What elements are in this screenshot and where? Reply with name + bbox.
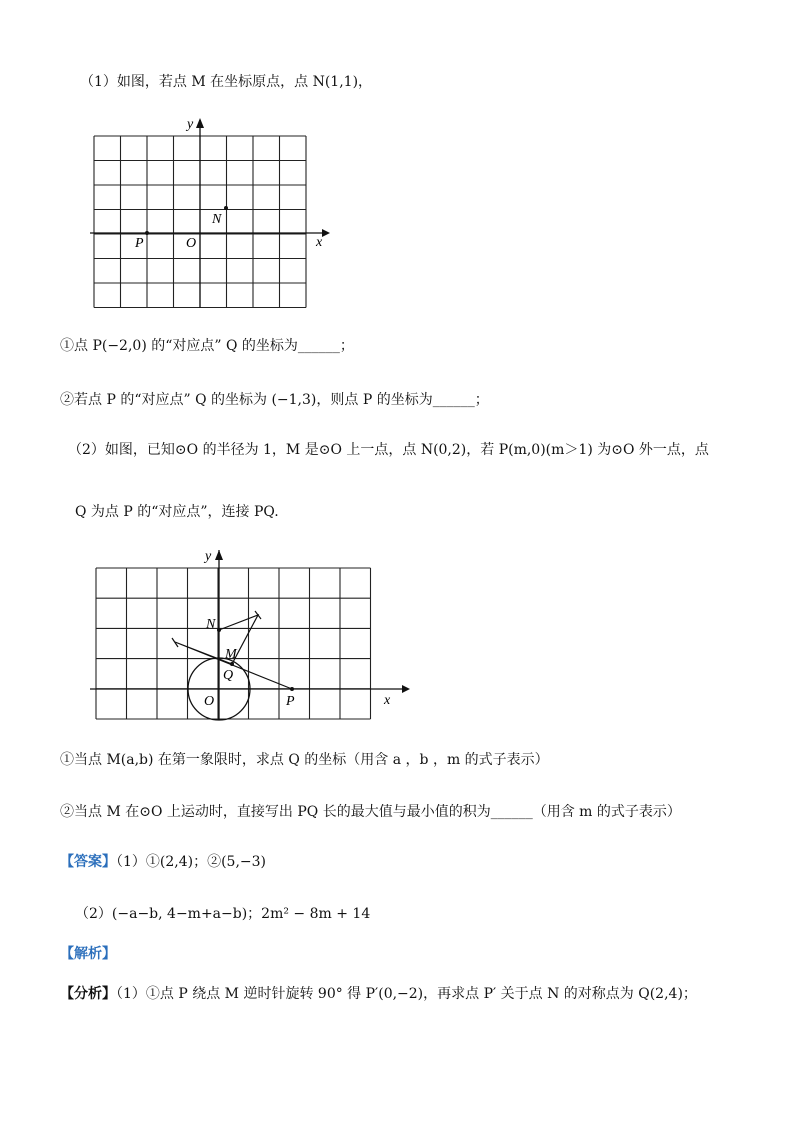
figure2-label-P: P [286, 694, 295, 709]
part2-intro-b: Q 为点 P 的“对应点”，连接 PQ. [75, 504, 279, 520]
figure2-x-arrow [402, 685, 410, 693]
figure1-label-O: O [186, 236, 197, 251]
figure1-coordinate-grid [90, 118, 330, 318]
figure2-label-y: y [205, 549, 212, 564]
answer-line2: （2）(−a−b, 4−m+a−b)；2m² − 8m + 14 [75, 906, 371, 922]
fenxi-tag: 【分析】 [60, 986, 116, 1002]
analysis-tag: 【解析】 [60, 946, 116, 962]
figure1-point-P [145, 231, 149, 235]
figure1-y-arrow [196, 118, 204, 128]
analysis-fenxi [60, 984, 697, 1004]
figure2-label-x: x [384, 693, 391, 708]
answer-tag: 【答案】 [60, 854, 116, 870]
answer-line1 [60, 852, 266, 872]
part2-intro-a: （2）如图，已知⊙O 的半径为 1，M 是⊙O 上一点，点 N(0,2)，若 P(m,0)(m＞1) 为⊙O 外一点，点 [68, 442, 709, 458]
part1-question2: ②若点 P 的“对应点” Q 的坐标为 (−1,3)，则点 P 的坐标为______； [60, 392, 489, 408]
answer-part1: （1）①(2,4)；②(5,−3) [116, 854, 267, 870]
figure1-label-N: N [212, 212, 222, 227]
figure2-point-M [230, 662, 234, 666]
figure1-point-N [224, 206, 228, 210]
part2-question1: ①当点 M(a,b) 在第一象限时，求点 Q 的坐标（用含 a ，b ，m 的式子表示） [60, 752, 549, 768]
figure1-label-y: y [187, 118, 194, 132]
figure2-label-O: O [204, 694, 215, 709]
part1-intro: （1）如图，若点 M 在坐标原点，点 N(1,1)， [80, 74, 373, 90]
figure2-point-N [217, 628, 221, 632]
figure1-label-x: x [316, 235, 323, 250]
fenxi-text: （1）①点 P 绕点 M 逆时针旋转 90° 得 P′(0,−2)，再求点 P′ 关于点 N 的对称点为 Q(2,4)； [116, 986, 697, 1002]
part2-question2: ②当点 M 在⊙O 上运动时，直接写出 PQ 长的最大值与最小值的积为______（用含 m 的式子表示） [60, 804, 681, 820]
figure2-point-P [290, 687, 294, 691]
figure2-label-M: M [225, 647, 237, 662]
figure1-label-P: P [135, 236, 144, 251]
part1-question1: ①点 P(−2,0) 的“对应点” Q 的坐标为______； [60, 338, 354, 354]
figure2-y-arrow [215, 550, 223, 560]
figure1-x-arrow [322, 229, 330, 237]
figure2-circle-diagram [90, 548, 420, 728]
figure2-label-N: N [206, 617, 216, 632]
figure2-label-Q: Q [223, 668, 234, 683]
